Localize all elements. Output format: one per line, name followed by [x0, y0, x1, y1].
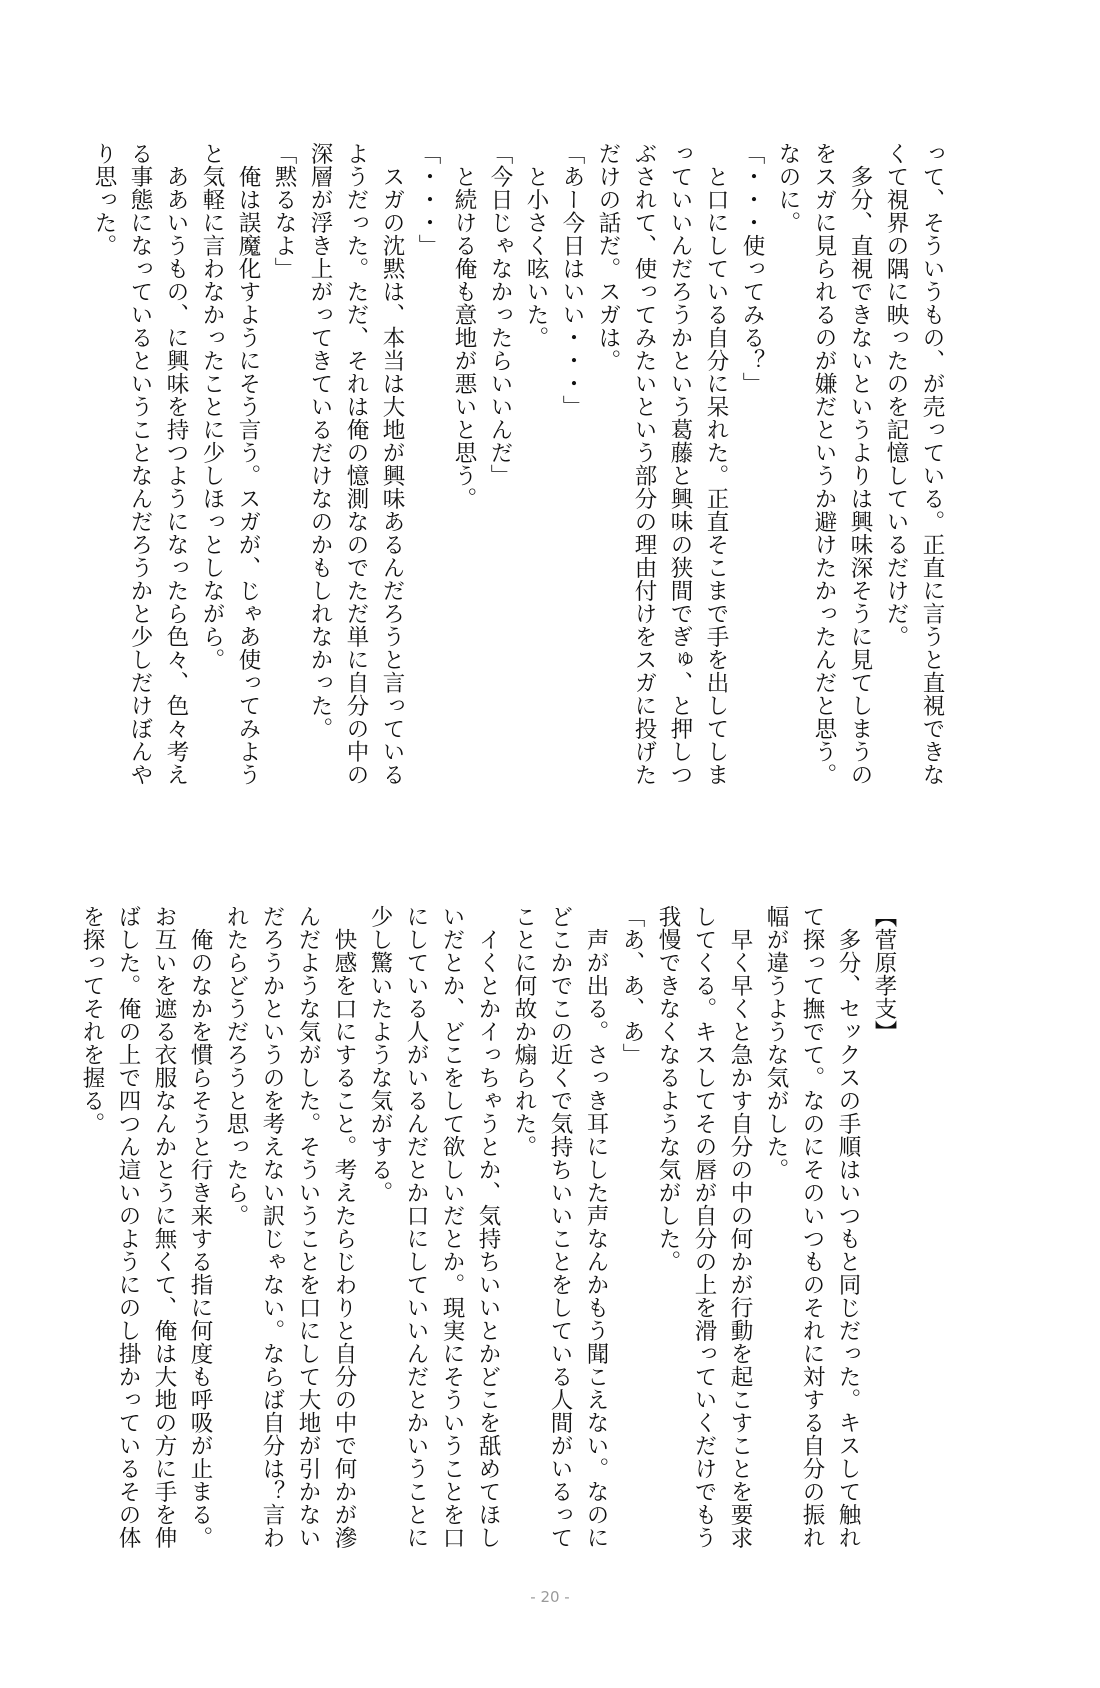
text-line: いだとか、どこをして欲しいだとか。現実にそういうことを口 [439, 905, 465, 1549]
text-line: お互いを遮る衣服なんかとうに無くて、俺は大地の方に手を伸 [151, 905, 177, 1549]
text-line: 早く早くと急かす自分の中の何かが行動を起こすことを要求 [727, 905, 753, 1549]
text-line: 「今日じゃなかったらいいんだ」 [487, 142, 513, 487]
text-line: 声が出る。さっき耳にした声なんかもう聞こえない。なのに [583, 905, 609, 1549]
text-line: を探ってそれを握る。 [79, 905, 105, 1135]
text-line: れたらどうだろうと思ったら。 [223, 905, 249, 1227]
text-line: にしている人がいるんだとか口にしていいんだとかいうことに [403, 905, 429, 1549]
text-line: 多分、セックスの手順はいつもと同じだった。キスして触れ [835, 905, 861, 1549]
text-column-bottom [79, 905, 902, 1605]
text-line: ぶされて、使ってみたいという部分の理由付けをスガに投げた [631, 142, 657, 786]
text-line: 俺は誤魔化すようにそう言う。スガが、じゃあ使ってみよう [235, 142, 261, 786]
text-line: どこかでこの近くで気持ちいいことをしている人間がいるって [547, 905, 573, 1549]
text-line: ああいうもの、に興味を持つようになったら色々、色々考え [163, 142, 189, 786]
text-line: だけの話だ。スガは。 [595, 142, 621, 372]
text-column-top [91, 142, 950, 832]
text-line: 「・・・使ってみる？」 [739, 142, 765, 395]
text-line: って、そういうもの、が売っている。正直に言うと直視できな [919, 142, 945, 786]
text-line: 多分、直視できないというよりは興味深そうに見てしまうの [847, 142, 873, 786]
text-line: 我慢できなくなるような気がした。 [655, 905, 681, 1273]
text-line: 【菅原孝支】 [871, 905, 897, 1043]
text-line: 快感を口にすること。考えたらじわりと自分の中で何かが滲 [331, 905, 357, 1549]
text-line: ことに何故か煽られた。 [511, 905, 537, 1158]
text-line: ばした。俺の上で四つん這いのようにのし掛かっているその体 [115, 905, 141, 1549]
text-line: る事態になっているということなんだろうかと少しだけぼんや [127, 142, 153, 786]
text-line: り思った。 [91, 142, 117, 257]
text-line: 幅が違うような気がした。 [763, 905, 789, 1181]
text-line: 「黙るなよ」 [271, 142, 297, 280]
text-line: 少し驚いたような気がする。 [367, 905, 393, 1204]
text-line: 「あー今日はいい・・・」 [559, 142, 585, 418]
text-line: ようだった。ただ、それは俺の憶測なのでただ単に自分の中の [343, 142, 369, 786]
text-line: をスガに見られるのが嫌だというか避けたかったんだと思う。 [811, 142, 837, 786]
text-line: なのに。 [775, 142, 801, 234]
text-line: イくとかイっちゃうとか、気持ちいいとかどこを舐めてほし [475, 905, 501, 1549]
text-line: っていいんだろうかという葛藤と興味の狭間でぎゅ、と押しつ [667, 142, 693, 786]
text-line: 俺のなかを慣らそうと行き来する指に何度も呼吸が止まる。 [187, 905, 213, 1549]
text-line: してくる。キスしてその唇が自分の上を滑っていくだけでもう [691, 905, 717, 1549]
text-line: だろうかというのを考えない訳じゃない。ならば自分は？言わ [259, 905, 285, 1549]
page-number: - 20 - [530, 1588, 570, 1606]
text-line: と口にしている自分に呆れた。正直そこまで手を出してしま [703, 142, 729, 786]
text-line: て探って撫でて。なのにそのいつものそれに対する自分の振れ [799, 905, 825, 1549]
text-line: んだような気がした。そういうことを口にして大地が引かない [295, 905, 321, 1549]
text-line: 「・・・」 [415, 142, 441, 257]
text-line: 深層が浮き上がってきているだけなのかもしれなかった。 [307, 142, 333, 740]
text-line: スガの沈黙は、本当は大地が興味あるんだろうと言っている [379, 142, 405, 786]
text-line: と小さく呟いた。 [523, 142, 549, 349]
text-line: と気軽に言わなかったことに少しほっとしながら。 [199, 142, 225, 671]
text-line: くて視界の隅に映ったのを記憶しているだけだ。 [883, 142, 909, 648]
text-line: 「あ、あ、あ」 [619, 905, 645, 1066]
text-line: と続ける俺も意地が悪いと思う。 [451, 142, 477, 510]
